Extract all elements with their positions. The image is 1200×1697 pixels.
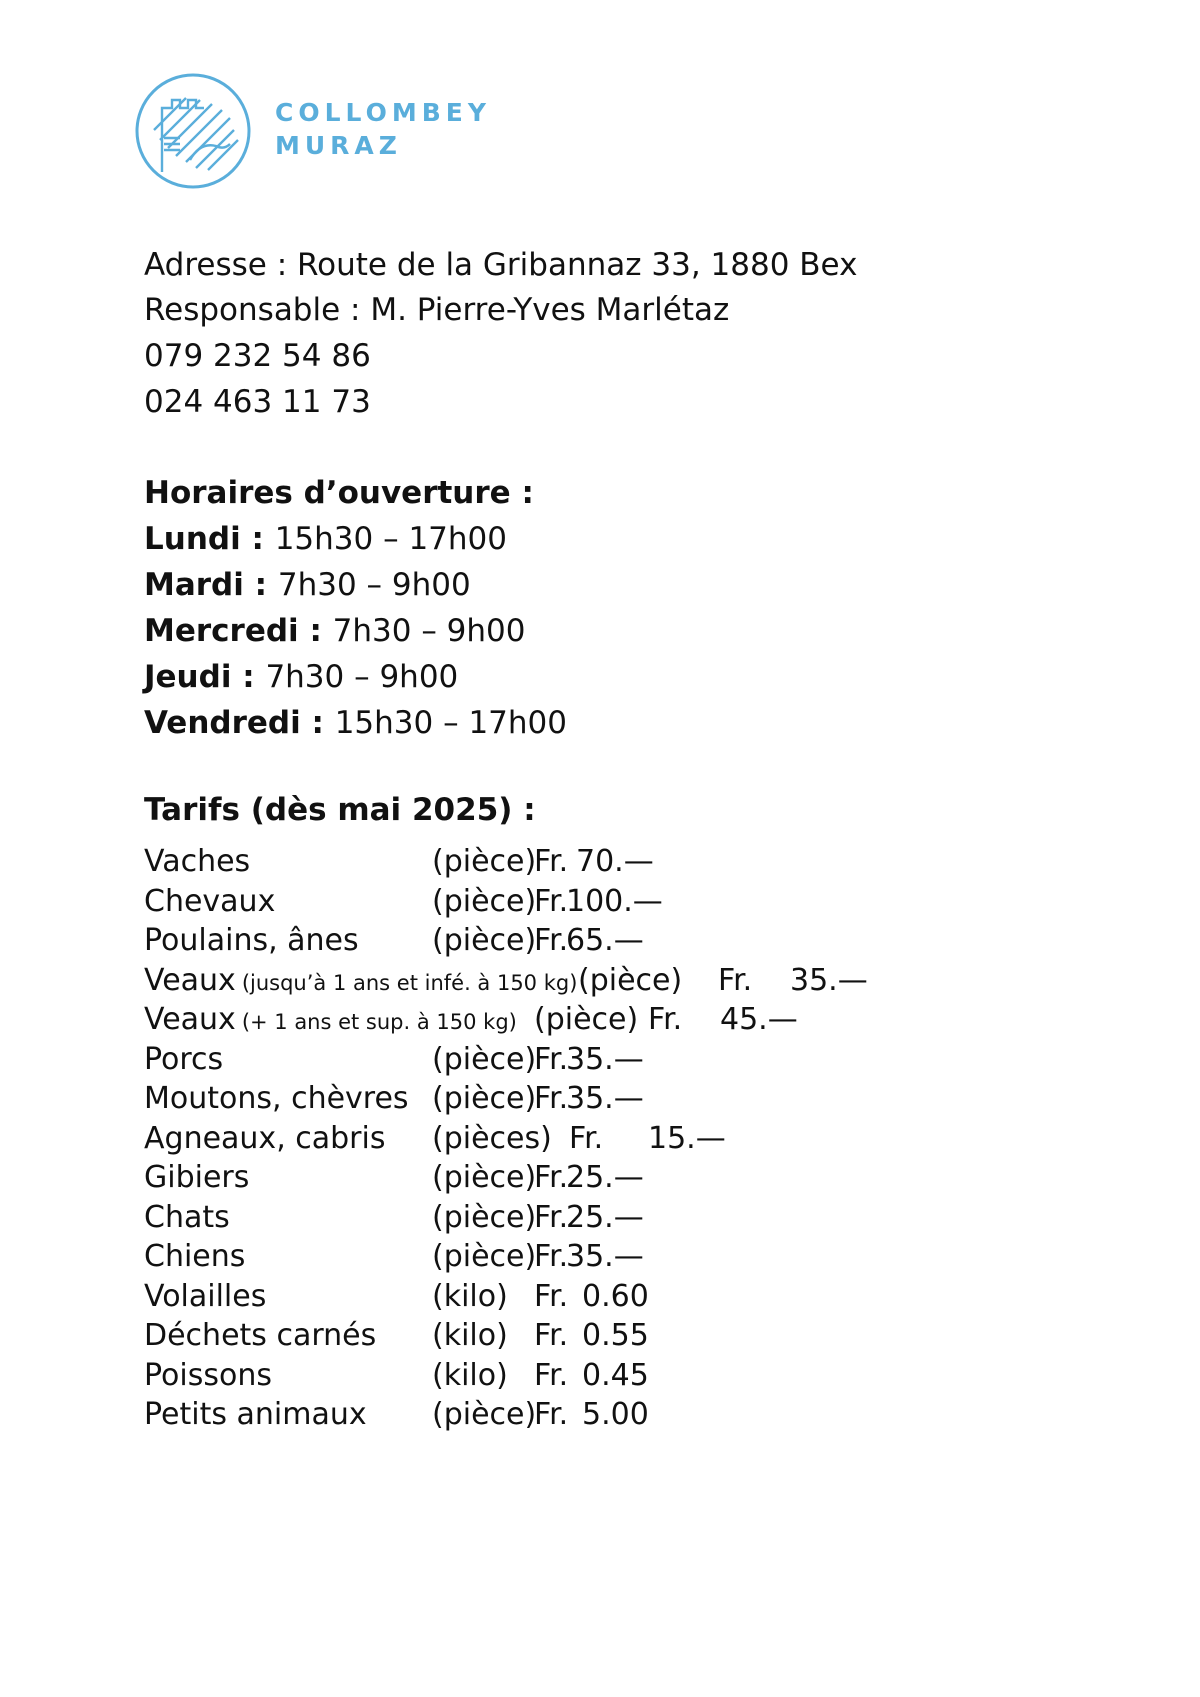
tariff-animal [144, 1397, 367, 1433]
hours-time: 7h30 – 9h00 [265, 659, 459, 695]
tariff-animal-name: Poulains, ânes [144, 923, 359, 958]
tariff-unit: (kilo) [432, 1318, 508, 1353]
tariff-currency: Fr. [534, 1397, 569, 1432]
tariff-animal-note: (+ 1 ans et sup. à 150 kg) [241, 1010, 517, 1034]
tariff-animal [144, 1042, 223, 1078]
tariff-animal [144, 1121, 385, 1157]
tariff-currency: Fr. [718, 962, 753, 998]
tariff-animal-name: Chats [144, 1199, 230, 1235]
tariff-price: 70.— [576, 844, 654, 879]
tariff-currency: Fr. [534, 1199, 569, 1235]
tariff-animal [144, 1200, 230, 1236]
tariff-unit: (pièce) [432, 1081, 537, 1116]
tariff-animal [144, 1358, 272, 1394]
tariff-animal-note: (jusqu’à 1 ans et infé. à 150 kg) [241, 970, 578, 995]
tariff-animal-name: Veaux [144, 962, 236, 998]
hours-time: 15h30 – 17h00 [274, 521, 507, 557]
tariff-animal [144, 884, 275, 920]
hours-day: Lundi [144, 521, 241, 557]
tariff-currency: Fr. [534, 1278, 569, 1314]
tariff-price: 15.— [648, 1120, 726, 1156]
tariff-unit: (pièce) [432, 1160, 537, 1195]
tariff-price: 35.— [566, 1041, 644, 1077]
tariff-animal [144, 1279, 266, 1315]
tariff-price: 5.00 [582, 1397, 649, 1432]
tariff-animal [144, 844, 250, 880]
tariff-animal-name: Chevaux [144, 883, 276, 919]
tariff-currency: Fr. [569, 1120, 604, 1156]
hours-row [144, 659, 458, 695]
address: Adresse : Route de la Gribannaz 33, 1880 Bex [144, 247, 858, 283]
tariff-currency: Fr. [534, 923, 569, 958]
tariffs-title: Tarifs (dès mai 2025) : [144, 792, 536, 828]
tariff-animal-name: Déchets carnés [144, 1318, 377, 1353]
hours-time: 7h30 – 9h00 [332, 613, 526, 649]
hours-day: Mercredi [144, 613, 299, 649]
hours-row [144, 567, 471, 603]
tariff-animal-name: Volailles [144, 1278, 267, 1314]
tariff-price: 100.— [566, 883, 663, 919]
tariff-price: 0.60 [582, 1278, 649, 1314]
hours-separator: : [240, 521, 275, 557]
tariff-currency: Fr. [534, 1239, 569, 1274]
tariff-currency: Fr. [534, 1318, 569, 1353]
tariff-animal-name: Chiens [144, 1239, 246, 1274]
tariff-unit: (pièce) [432, 844, 537, 879]
tariff-price: 35.— [790, 962, 868, 998]
tariff-animal [144, 1081, 409, 1117]
tariff-price: 0.55 [582, 1318, 649, 1353]
tariff-unit: (pièce) [432, 1239, 537, 1274]
brand-name [275, 96, 491, 162]
hours-separator: : [243, 567, 278, 603]
tariff-animal [144, 1160, 249, 1196]
tariff-currency: Fr. [534, 1041, 569, 1077]
tariff-unit: (kilo) [432, 1278, 508, 1314]
hours-separator: : [231, 659, 266, 695]
tariff-animal [144, 963, 577, 1001]
tariff-unit: (pièce) [432, 1041, 537, 1077]
hours-day: Vendredi [144, 705, 301, 741]
brand-line-2: MURAZ [275, 131, 402, 160]
tariff-price: 25.— [566, 1199, 644, 1235]
tariff-animal-name: Agneaux, cabris [144, 1120, 386, 1156]
hours-time: 7h30 – 9h00 [277, 567, 471, 603]
phone-1: 079 232 54 86 [144, 338, 371, 374]
tariff-price: 0.45 [582, 1357, 649, 1393]
tariff-animal [144, 1239, 245, 1275]
hours-row [144, 613, 526, 649]
tariff-animal [144, 1002, 517, 1040]
hours-row [144, 521, 507, 557]
hours-row [144, 705, 567, 741]
tariff-currency: Fr. [534, 883, 569, 919]
brand-line-1: COLLOMBEY [275, 98, 491, 127]
tariff-currency: Fr. [648, 1002, 683, 1037]
tariff-unit: (pièce) [534, 1002, 639, 1037]
tariff-animal-name: Poissons [144, 1357, 272, 1393]
tariff-unit: (pièce) [432, 923, 537, 958]
tariff-price: 45.— [720, 1002, 798, 1037]
hours-time: 15h30 – 17h00 [334, 705, 567, 741]
hours-title: Horaires d’ouverture : [144, 475, 534, 511]
tariff-currency: Fr. [534, 1160, 569, 1195]
tariff-animal-name: Moutons, chèvres [144, 1081, 409, 1116]
tariff-currency: Fr. [534, 1081, 569, 1116]
hours-separator: : [300, 705, 335, 741]
tariff-unit: (pièce) [432, 1199, 537, 1235]
tariff-unit: (pièce) [578, 962, 683, 998]
manager: Responsable : M. Pierre-Yves Marlétaz [144, 292, 730, 328]
tariff-animal [144, 1318, 376, 1354]
tariff-animal [144, 923, 359, 959]
tariff-currency: Fr. [534, 1357, 569, 1393]
hours-day: Mardi [144, 567, 244, 603]
collombey-muraz-logo-icon [134, 72, 252, 190]
tariff-price: 35.— [566, 1081, 644, 1116]
tariff-animal-name: Veaux [144, 1002, 236, 1037]
tariff-price: 65.— [566, 923, 644, 958]
tariff-price: 35.— [566, 1239, 644, 1274]
tariff-unit: (pièces) [432, 1120, 552, 1156]
tariff-animal-name: Vaches [144, 844, 251, 879]
tariff-animal-name: Petits animaux [144, 1397, 367, 1432]
tariff-unit: (kilo) [432, 1357, 508, 1393]
tariff-price: 25.— [566, 1160, 644, 1195]
hours-day: Jeudi [144, 659, 232, 695]
phone-2: 024 463 11 73 [144, 384, 371, 420]
tariff-animal-name: Gibiers [144, 1160, 250, 1195]
tariff-animal-name: Porcs [144, 1041, 224, 1077]
tariff-unit: (pièce) [432, 1397, 537, 1432]
hours-separator: : [298, 613, 333, 649]
tariff-currency: Fr. [534, 844, 569, 879]
tariff-unit: (pièce) [432, 883, 537, 919]
